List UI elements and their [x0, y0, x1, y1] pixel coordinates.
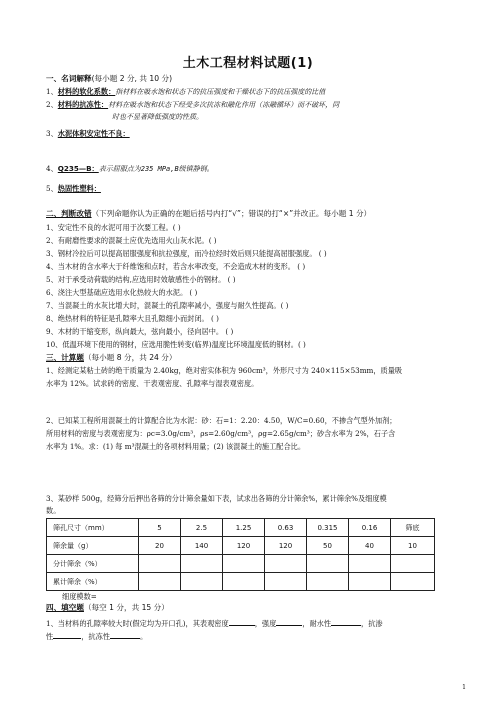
fill-blank[interactable] [331, 617, 361, 626]
calc-q2-line-1: 2、已知某工程所用混凝土的计算配合比为水泥：砂：石=1：2.20：4.50，W/C=0.60，不掺含气型外加剂； [46, 416, 397, 425]
sieve-cell: 0.63 [265, 519, 307, 537]
judge-item-4: 4、当木材的含水率大于纤维饱和点时，若含水率改变，不会造成木材的变形。 ( ) [46, 262, 306, 271]
sieve-cell [223, 573, 265, 591]
page-title: 土木工程材料试题(1) [182, 56, 314, 71]
term-4: Q235—B [57, 164, 92, 173]
answer-2: 材料在吸水饱和状态下经受多次抗冻和融化作用（冻融循环）而不破坏，同 [108, 101, 340, 109]
term-2: 材料的抗冻性 [57, 100, 101, 109]
sieve-cell: 0.16 [349, 519, 391, 537]
term-item-2: 2、材料的抗冻性：材料在吸水饱和状态下经受多次抗冻和融化作用（冻融循环）而不破坏，同 [46, 100, 340, 109]
judge-item-10: 10、低温环境下使用的钢材，应选用脆性转变(临界)温度比环境温度低的钢材。( ) [46, 340, 306, 349]
section-3-note: （每小题 8 分，共 24 分） [83, 353, 177, 362]
sieve-cell: 40 [349, 537, 391, 555]
sieve-cell: 120 [223, 537, 265, 555]
judge-item-6: 6、浇注大型基础应选用水化热较大的水泥。 ( ) [46, 288, 198, 297]
sieve-cell [139, 555, 181, 573]
sieve-cell [139, 573, 181, 591]
sieve-table-row [47, 519, 435, 537]
sieve-cell: 0.315 [307, 519, 349, 537]
sieve-table-row [47, 555, 435, 573]
section-4-title: 四、填空题 [46, 603, 84, 612]
calc-q3-line-1: 3、某砂样 500g，经筛分后押出各筛的分计筛余量如下表，试求出各筛的分计筛余%，累计筛余%及细度模 [46, 494, 387, 503]
sieve-cell [223, 555, 265, 573]
sieve-row-label: 累计筛余（%） [47, 573, 139, 591]
calc-q1-line-2: 水率为 12%。试求砖的密度、干表观密度、孔隙率与湿表观密度。 [46, 379, 259, 388]
sieve-cell: 50 [307, 537, 349, 555]
answer-2-continued: 时也不显著降低强度的性质。 [112, 113, 203, 121]
sieve-cell [181, 573, 223, 591]
sieve-cell: 10 [391, 537, 435, 555]
judge-item-7: 7、当混凝土的水灰比增大时，混凝土的孔隙率减小，强度与耐久性提高。( ) [46, 301, 289, 310]
sieve-cell: 5 [139, 519, 181, 537]
section-1-title: 一、名词解释 [46, 74, 92, 83]
sieve-table-row [47, 537, 435, 555]
section-4-heading [46, 603, 466, 613]
section-1-note: (每小题 2 分, 共 10 分) [91, 74, 173, 83]
sieve-cell [307, 573, 349, 591]
sieve-cell [265, 573, 307, 591]
sieve-cell: 2.5 [181, 519, 223, 537]
sieve-cell [391, 573, 435, 591]
sieve-row-label: 筛余量（g） [47, 537, 139, 555]
term-1: 材料的软化系数 [57, 87, 109, 96]
section-2-heading [46, 209, 466, 219]
sieve-cell [307, 555, 349, 573]
term-item-4: 4、Q235—B：表示屈服点为235 MPa,B级镇静钢。 [46, 164, 214, 173]
sieve-cell: 1.25 [223, 519, 265, 537]
answer-4: 表示屈服点为235 MPa,B级镇静钢。 [98, 165, 214, 173]
term-item-1: 1、材料的软化系数：指材料在吸水饱和状态下的抗压强度和干燥状态下的抗压强度的比值 [46, 87, 326, 96]
answer-1: 指材料在吸水饱和状态下的抗压强度和干燥状态下的抗压强度的比值 [115, 88, 326, 96]
section-2-note: （下列命题你认为正确的在题后括号内打“√”；错误的打“×”并改正。每小题 1 分） [91, 209, 372, 218]
sieve-cell [181, 555, 223, 573]
term-5: 热固性塑料 [57, 184, 94, 193]
section-4-note: （每空 1 分，共 15 分） [83, 603, 169, 612]
sieve-table-row [47, 573, 435, 591]
fill-q1-line-1: 1、当材料的孔隙率较大时(假定均为开口孔)，其表观密度 ，强度 ，耐水性 ，抗渗 [46, 619, 383, 628]
fill-blank[interactable] [53, 630, 81, 639]
judge-item-8: 8、绝热材料的特征是孔隙率大且孔隙细小而封闭。 ( ) [46, 314, 219, 323]
calc-q3-line-2: 数。 [46, 506, 61, 515]
sieve-row-label: 分计筛余（%） [47, 555, 139, 573]
fill-blank[interactable] [110, 630, 140, 639]
judge-item-1: 1、安定性不良的水泥可用于次要工程。( ) [46, 223, 181, 232]
page-number: 1 [462, 684, 466, 691]
judge-item-9: 9、木材的干缩变形，纵向最大，弦向最小，径向居中。 ( ) [46, 327, 234, 336]
sieve-cell: 120 [265, 537, 307, 555]
judge-item-5: 5、对于承受动荷载的结构,应选用时效敏感性小的钢材。 ( ) [46, 275, 236, 284]
sieve-cell [265, 555, 307, 573]
sieve-table [46, 518, 435, 591]
section-3-title: 三、计算题 [46, 353, 84, 362]
sieve-cell: 20 [139, 537, 181, 555]
sieve-cell: 140 [181, 537, 223, 555]
sieve-cell [349, 573, 391, 591]
judge-item-3: 3、钢材冷拉后可以提高屈服强度和抗拉强度，而冷拉经时效后则只能提高屈服强度。 ( ) [46, 249, 327, 258]
section-1-heading [46, 74, 466, 84]
sieve-row-label: 筛孔尺寸（mm） [47, 519, 139, 537]
fineness-modulus-label: 细度模数= [62, 592, 97, 601]
term-3: 水泥体积安定性不良 [57, 129, 123, 138]
fill-q1-line-2: 性 ，抗冻性 。 [46, 632, 148, 641]
calc-q2-line-3: 水率为 1%。求：(1) 每 m³混凝土的各项材料用量；(2) 该混凝土的施工配合比。 [46, 442, 306, 451]
calc-q2-line-2: 所用材料的密度与表观密度为：ρc=3.0g/cm³，ρs=2.60g/cm³，ρg=2.65g/cm³；砂含水率为 2%，石子含 [46, 429, 396, 438]
section-3-heading [46, 353, 466, 363]
sieve-cell [349, 555, 391, 573]
term-item-5: 5、热固性塑料： [46, 184, 101, 193]
term-item-3: 3、水泥体积安定性不良： [46, 129, 130, 138]
fill-blank[interactable] [276, 617, 302, 626]
judge-item-2: 2、有耐磨性要求的混凝土应优先选用火山灰水泥。( ) [46, 236, 217, 245]
section-2-title: 二、判断改错 [46, 209, 92, 218]
fill-blank[interactable] [229, 617, 255, 626]
calc-q1-line-1: 1、经测定某粘土砖的绝干质量为 2.40kg，绝对密实体积为 960cm³，外形尺寸为 240×115×53mm，质量吸 [46, 366, 403, 375]
sieve-cell: 筛底 [391, 519, 435, 537]
sieve-cell [391, 555, 435, 573]
